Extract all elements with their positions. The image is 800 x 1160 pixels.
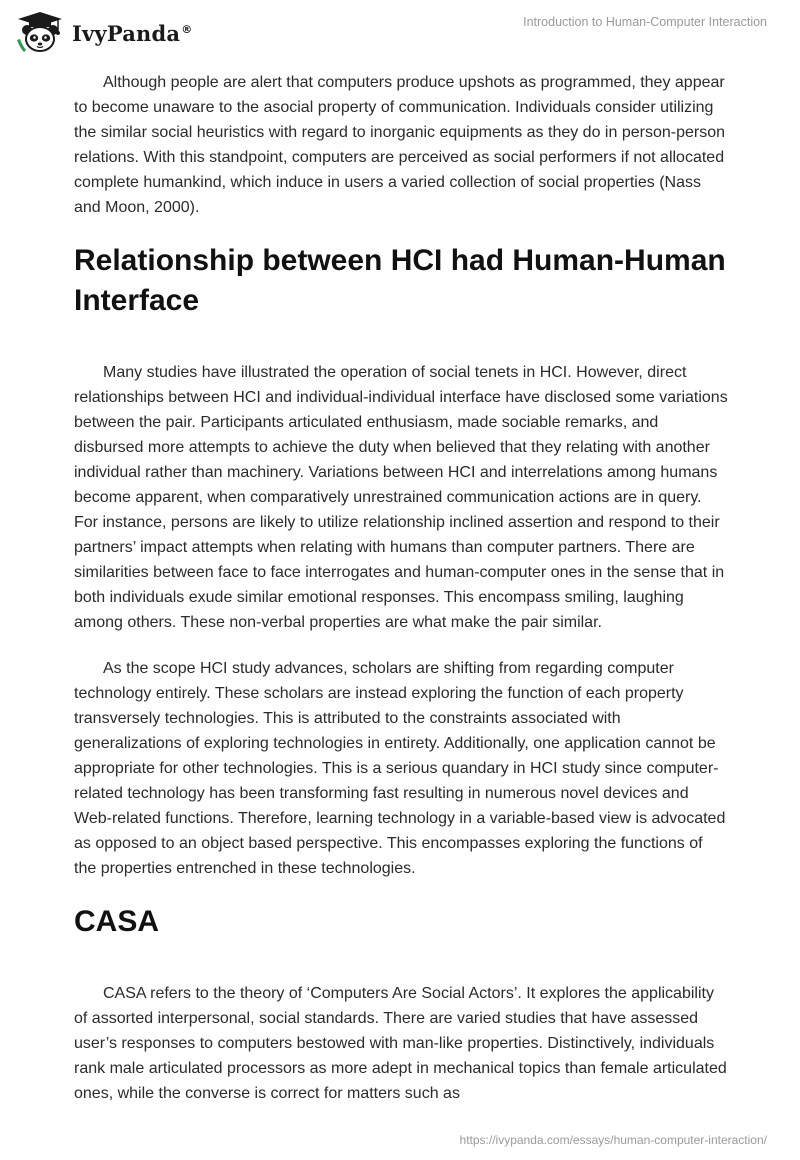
page-header bbox=[0, 0, 800, 66]
paragraph: Many studies have illustrated the operation of social tenets in HCI. However, direct relationships between HCI and individual-individual interface have disclosed some variations between the pair. Participants articulated enthusiasm, made sociable remarks, and disbursed more attempts to achieve the duty when believed that they relating with another individual rather than machinery. Variations between HCI and interrelations among humans become apparent, when comparatively unrestrained communication actions are in query. For instance, persons are likely to utilize relationship inclined assertion and respond to their partners’ impact attempts when relating with humans than computer partners. There are similarities between face to face interrogates and human-computer ones in the sense that in both individuals exude similar emotional responses. This encompass smiling, laughing among others. These non-verbal properties are what make the pair similar. bbox=[74, 364, 728, 631]
section-heading: Relationship between HCI had Human-Human Interface bbox=[74, 244, 726, 317]
ivypanda-logo[interactable] bbox=[14, 10, 192, 54]
essay-content bbox=[74, 70, 729, 1127]
document-title: Introduction to Human-Computer Interaction bbox=[523, 15, 767, 29]
section-heading: CASA bbox=[74, 905, 160, 938]
panda-graduate-icon bbox=[14, 10, 66, 54]
paragraph: As the scope HCI study advances, scholars are shifting from regarding computer technology entirely. These scholars are instead exploring the function of each property transversely technologies. This is attributed to the constraints associated with generalizations of exploring technologies in entirety. Additionally, one application cannot be appropriate for other technologies. This is a serious quandary in HCI study since computer-related technology has been transforming fast resulting in numerous novel devices and Web-related functions. Therefore, learning technology in a variable-based view is advocated as opposed to an object based perspective. This encompasses exploring the functions of the properties entrenched in these technologies. bbox=[74, 660, 726, 877]
source-url[interactable]: https://ivypanda.com/essays/human-computer-interaction/ bbox=[459, 1133, 767, 1147]
paragraph: CASA refers to the theory of ‘Computers Are Social Actors’. It explores the applicability of assorted interpersonal, social standards. There are varied studies that have assessed user’s responses to computers bestowed with man-like properties. Distinctively, individuals rank male articulated processors as more adept in mechanical topics than female articulated ones, while the converse is correct for matters such as bbox=[74, 985, 727, 1102]
logo-wordmark: IvyPanda® bbox=[72, 20, 193, 46]
paragraph: Although people are alert that computers produce upshots as programmed, they appear to become unaware to the asocial property of communication. Individuals consider utilizing the similar social heuristics with regard to inorganic equipments as they do in person-person relations. With this standpoint, computers are perceived as social performers if not allocated complete humankind, which induce in users a varied collection of social properties (Nass and Moon, 2000). bbox=[74, 74, 725, 216]
